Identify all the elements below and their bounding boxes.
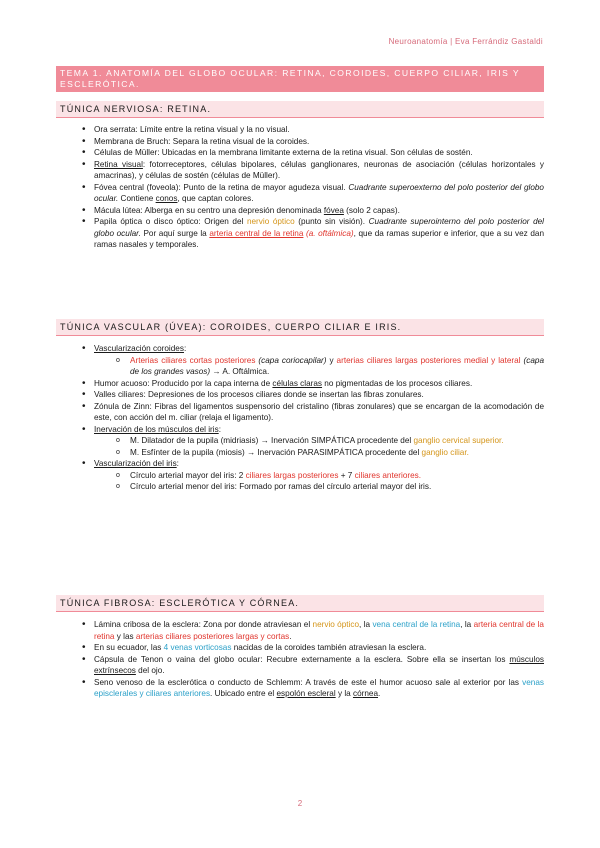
bullet-text: M. Dilatador de la pupila (midriasis) → Inervación SIMPÁTICA procedente del (130, 436, 414, 445)
bullet-text: , que captan colores. (177, 194, 254, 203)
bullet-text: nacidas de la coroides también atraviesan la esclera. (231, 643, 427, 652)
list-item (56, 124, 544, 136)
artery-note: (a. oftálmica) (305, 228, 354, 238)
nerve-term: nervio óptico (246, 217, 295, 226)
bullet-text: Círculo arterial mayor del iris: 2 (130, 470, 246, 480)
bullet-text: y la (335, 689, 353, 698)
sublist (94, 355, 544, 378)
nerve-term: nervio óptico (312, 620, 360, 629)
list-item (56, 147, 544, 159)
bullet-text: , la (460, 620, 474, 629)
artery-term: arterias ciliares posteriores largas y cortas (135, 631, 290, 641)
sub-list-item (94, 355, 544, 378)
bullet-text: , la (359, 620, 373, 629)
bullet-text: no pigmentadas de los procesos ciliares. (322, 378, 473, 388)
bullet-text: . (289, 631, 292, 641)
artery-term: arterias ciliares largas posteriores medial y lateral (336, 355, 521, 365)
bullet-text: Seno venoso de la esclerótica o conducto de Schlemm: A través de este el humor acuoso sale al exterior por las (94, 677, 523, 687)
bullet-text: Cápsula de Tenon o vaina del globo ocular: Recubre externamente a la esclera. Sobre ella se insertan los (94, 654, 510, 664)
location-note: Cuadrante superointerno del polo posterior del globo ocular. (94, 217, 545, 238)
layer-note: (capa coriocapilar) (255, 355, 327, 365)
bullet-text: + 7 (338, 470, 355, 480)
bullet-text: del ojo. (135, 666, 165, 675)
bullet-text: : (183, 344, 187, 353)
layer-note: (capa de los grandes vasos) (130, 355, 544, 376)
vein-term: venas episclerales y ciliares anteriores (94, 677, 544, 698)
list-item (56, 378, 544, 390)
bullet-text: Papila óptica o disco óptico: Origen del (94, 217, 247, 226)
sub-list-item (94, 470, 544, 482)
term: espolón escleral (276, 689, 336, 698)
list-item (56, 182, 544, 205)
list-item (56, 642, 544, 654)
retina-list (56, 124, 544, 251)
artery-term: ciliares largas posteriores (245, 470, 339, 480)
list-item (56, 159, 544, 182)
section-heading-fibrosa: TÚNICA FIBROSA: ESCLERÓTICA Y CÓRNEA. (56, 595, 544, 612)
sub-list-item (94, 447, 544, 459)
bullet-text: : (218, 424, 221, 434)
bullet-text: . Ubicado entre el (210, 689, 277, 698)
list-item (56, 677, 544, 700)
uvea-list (56, 343, 544, 493)
bullet-text: Por aquí surge la (140, 228, 210, 238)
bullet-text: Contiene (118, 194, 156, 203)
ganglion-term: ganglio ciliar. (421, 447, 469, 457)
bullet-text: Ora serrata: Límite entre la retina visual y la no visual. (94, 125, 290, 134)
list-item (56, 205, 544, 217)
sublist (94, 435, 544, 458)
list-item (56, 458, 544, 493)
bullet-text: En su ecuador, las (94, 643, 164, 652)
sub-list-item (94, 435, 544, 447)
term: córnea (352, 689, 379, 698)
term: fóvea (323, 205, 344, 215)
section-heading-uvea: TÚNICA VASCULAR (ÚVEA): COROIDES, CUERPO CILIAR E IRIS. (56, 319, 544, 336)
sub-list-item (94, 481, 544, 493)
bullet-text: Membrana de Bruch: Separa la retina visual de la coroides. (94, 136, 310, 146)
term: Vascularización coroides (94, 344, 184, 353)
term: músculos extrínsecos (94, 654, 544, 675)
term: células claras (272, 378, 323, 388)
vein-term: 4 venas vorticosas (163, 643, 232, 652)
fibrosa-list (56, 619, 544, 700)
chapter-title-banner: TEMA 1. ANATOMÍA DEL GLOBO OCULAR: RETINA, COROIDES, CUERPO CILIAR, IRIS Y ESCLERÓTICA. (56, 66, 544, 92)
bullet-text: Mácula lútea: Alberga en su centro una depresión denominada (94, 205, 324, 215)
bullet-text: (solo 2 capas). (343, 205, 400, 215)
bullet-text: , que da ramas superior e inferior, que a su vez dan ramas nasales y temporales. (94, 228, 545, 249)
term: Inervación de los músculos del iris (94, 424, 219, 434)
bullet-text: Lámina cribosa de la esclera: Zona por donde atraviesan el (94, 620, 313, 629)
bullet-text: : (176, 459, 179, 468)
list-item (56, 401, 544, 424)
term: Retina visual (94, 159, 143, 169)
artery-term: Arterias ciliares cortas posteriores (130, 355, 256, 365)
bullet-text: → A. Oftálmica. (210, 367, 270, 376)
bullet-text: Zónula de Zinn: Fibras del ligamentos suspensorio del cristalino (fibras zonulares) que se encargan de la acomodación de este, con acción del m. ciliar (relaja el ligamento). (94, 401, 544, 422)
ganglion-term: ganglio cervical superior. (413, 436, 504, 445)
bullet-text: Valles ciliares: Depresiones de los procesos ciliares donde se insertan las fibras zonulares. (94, 390, 424, 399)
vein-term: vena central de la retina (372, 620, 461, 629)
section-heading-retina: TÚNICA NERVIOSA: RETINA. (56, 101, 544, 118)
list-item (56, 216, 544, 251)
bullet-text: Círculo arterial menor del iris: Formado por ramas del círculo arterial mayor del iris. (130, 482, 432, 491)
list-item (56, 424, 544, 459)
sublist (94, 470, 544, 493)
list-item (56, 343, 544, 378)
bullet-text: . (378, 689, 381, 698)
list-item (56, 389, 544, 401)
term: conos (155, 194, 178, 203)
bullet-text: y las (114, 631, 136, 641)
bullet-text: Humor acuoso: Producido por la capa interna de (94, 378, 273, 388)
bullet-text: Fóvea central (foveola): Punto de la retina de mayor agudeza visual. (94, 182, 349, 192)
term: Vascularización del iris (94, 459, 177, 468)
bullet-text: M. Esfínter de la pupila (miosis) → Inervación PARASIMPÁTICA procedente del (130, 447, 422, 457)
list-item (56, 136, 544, 148)
list-item (56, 619, 544, 642)
bullet-text: (punto sin visión). (294, 217, 369, 226)
artery-term: ciliares anteriores. (354, 470, 422, 480)
bullet-text: Células de Müller: Ubicadas en la membrana limitante externa de la retina visual. Son células de sostén. (94, 148, 473, 157)
bullet-text: : fotorreceptores, células bipolares, células ganglionares, neuronas de asociación (células horizontales y amacrinas), y células de sostén (células de Müller). (94, 159, 544, 180)
bullet-text: y (326, 355, 337, 365)
location-note: Cuadrante superoexterno del polo posterior del globo ocular. (94, 182, 544, 203)
list-item (56, 654, 544, 677)
page-header: Neuroanatomía | Eva Ferrándiz Gastaldi (388, 37, 543, 46)
artery-term: arteria central de la retina (94, 620, 544, 641)
page-number: 2 (297, 799, 303, 808)
artery-term: arteria central de la retina (209, 228, 304, 238)
